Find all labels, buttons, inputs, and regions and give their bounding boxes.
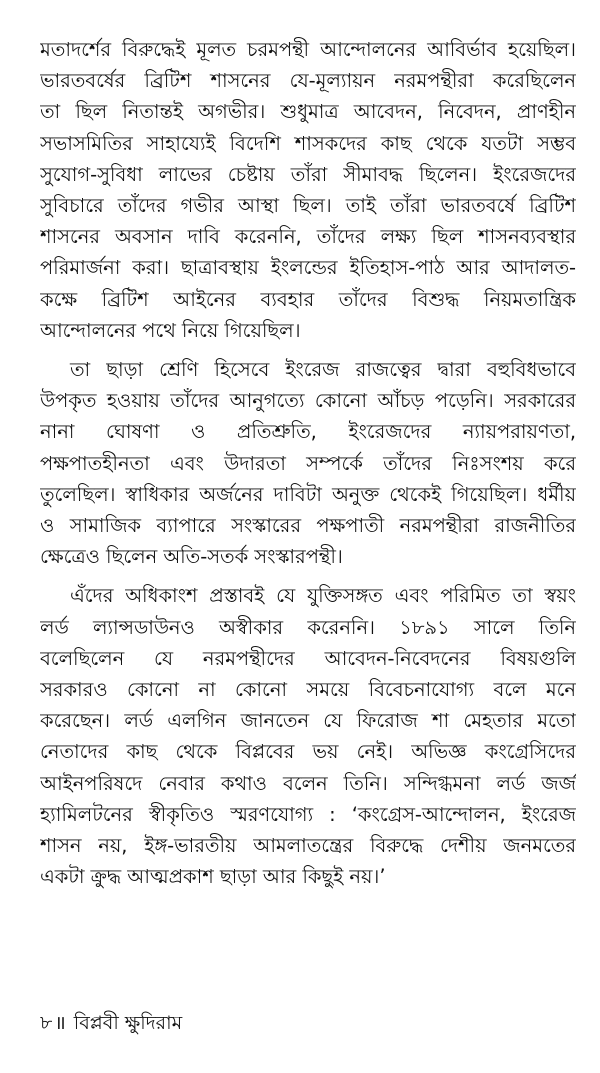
- text-line: তুলেছিল। স্বাধিকার অর্জনের দাবিটা অনুক্ত থেকেই গিয়েছিল। ধর্মীয়: [40, 482, 576, 506]
- text-line: সরকারও কোনো না কোনো সময়ে বিবেচনাযোগ্য বলে মনে: [40, 678, 576, 702]
- text-line: পক্ষপাতহীনতা এবং উদারতা সম্পর্কে তাঁদের নিঃসংশয় করে: [40, 451, 576, 475]
- text-line: নানা ঘোষণা ও প্রতিশ্রুতি, ইংরেজদের ন্যায়পরায়ণতা,: [40, 420, 576, 444]
- text-line: আন্দোলনের পথে নিয়ে গিয়েছিল।: [40, 318, 301, 342]
- page-number: ৮: [40, 1012, 53, 1034]
- text-line: সুযোগ-সুবিধা লাভের চেষ্টায় তাঁরা সীমাবদ্ধ ছিলেন। ইংরেজদের: [40, 162, 576, 186]
- text-line: পরিমার্জনা করা। ছাত্রাবস্থায় ইংলন্ডের ইতিহাস-পাঠ আর আদালত-: [40, 256, 576, 280]
- text-line: ভারতবর্ষের ব্রিটিশ শাসনের যে-মূল্যায়ন নরমপন্থীরা করেছিলেন: [40, 69, 576, 93]
- text-line: বলেছিলেন যে নরমপন্থীদের আবেদন-নিবেদনের বিষয়গুলি: [40, 646, 576, 670]
- text-line: একটা ক্রুদ্ধ আত্মপ্রকাশ ছাড়া আর কিছুই নয়।’: [40, 865, 386, 889]
- text-line: নেতাদের কাছ থেকে বিপ্লবের ভয় নেই। অভিজ্ঞ কংগ্রেসিদের: [40, 740, 576, 764]
- text-line: তা ছাড়া শ্রেণি হিসেবে ইংরেজ রাজত্বের দ্বারা বহুবিধভাবে: [70, 358, 576, 382]
- footer-separator: ॥: [54, 1012, 66, 1034]
- paragraph-2: [40, 354, 576, 572]
- text-line: করেছেন। লর্ড এলগিন জানতেন যে ফিরোজ শা মেহতার মতো: [40, 709, 576, 733]
- text-line: শাসনের অবসান দাবি করেননি, তাঁদের লক্ষ্য ছিল শাসনব্যবস্থার: [40, 225, 576, 249]
- text-line: ও সামাজিক ব্যাপারে সংস্কারের পক্ষপাতী নরমপন্থীরা রাজনীতির: [40, 514, 576, 538]
- text-line: উপকৃত হওয়ায় তাঁদের আনুগত্যে কোনো আঁচড় পড়েনি। সরকারের: [40, 389, 576, 413]
- page-footer: [40, 1010, 182, 1036]
- paragraph-1: [40, 34, 576, 346]
- paragraph-3: [40, 580, 576, 892]
- text-line: সুবিচারে তাঁদের গভীর আস্থা ছিল। তাই তাঁরা ভারতবর্ষে ব্রিটিশ: [40, 194, 576, 218]
- text-line: শাসন নয়, ইঙ্গ-ভারতীয় আমলাতন্ত্রের বিরুদ্ধে দেশীয় জনমতের: [40, 834, 576, 858]
- text-line: কক্ষে ব্রিটিশ আইনের ব্যবহার তাঁদের বিশুদ্ধ নিয়মতান্ত্রিক: [40, 287, 576, 311]
- text-line: তা ছিল নিতান্তই অগভীর। শুধুমাত্র আবেদন, নিবেদন, প্রাণহীন: [40, 100, 576, 124]
- text-line: ক্ষেত্রেও ছিলেন অতি-সতর্ক সংস্কারপন্থী।: [40, 545, 343, 569]
- text-line: এঁদের অধিকাংশ প্রস্তাবই যে যুক্তিসঙ্গত এবং পরিমিত তা স্বয়ং: [70, 584, 576, 608]
- text-line: লর্ড ল্যান্সডাউনও অস্বীকার করেননি। ১৮৯১ সালে তিনি: [40, 615, 576, 639]
- book-title: বিপ্লবী ক্ষুদিরাম: [73, 1012, 183, 1034]
- text-line: সভাসমিতির সাহায্যেই বিদেশি শাসকদের কাছ থেকে যতটা সম্ভব: [40, 131, 576, 155]
- text-line: মতাদর্শের বিরুদ্ধেই মূলত চরমপন্থী আন্দোলনের আবির্ভাব হয়েছিল।: [40, 38, 576, 61]
- text-line: হ্যামিলটনের স্বীকৃতিও স্মরণযোগ্য : ‘কংগ্রেস-আন্দোলন, ইংরেজ: [40, 802, 576, 826]
- text-line: আইনপরিষদে নেবার কথাও বলেন তিনি। সন্দিগ্ধমনা লর্ড জর্জ: [40, 771, 576, 795]
